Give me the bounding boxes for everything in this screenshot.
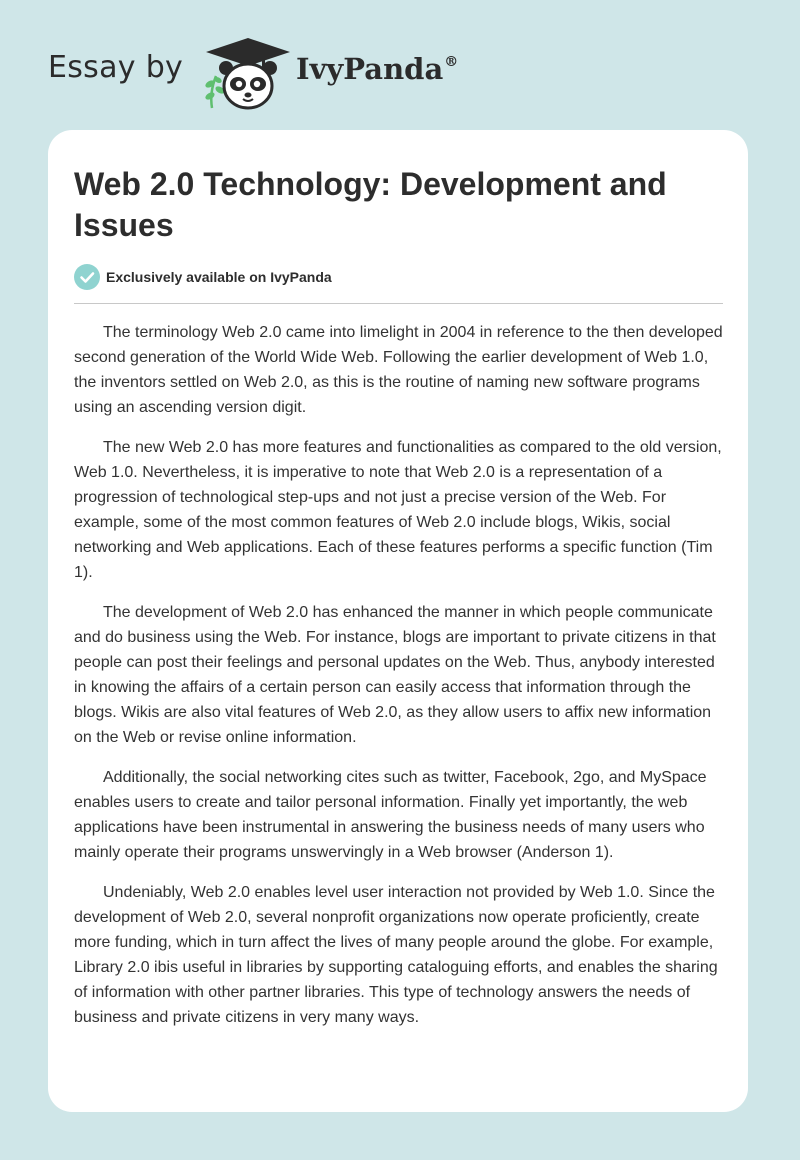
exclusive-badge-text: Exclusively available on IvyPanda (106, 269, 332, 285)
registered-mark: ® (444, 54, 459, 70)
essay-body (74, 320, 724, 1045)
exclusive-badge (74, 264, 332, 290)
title-divider (74, 303, 723, 304)
brand-name: IvyPanda® (296, 52, 459, 86)
panda-graduate-logo-icon (202, 36, 294, 112)
paragraph: Additionally, the social networking cites such as twitter, Facebook, 2go, and MySpace enables users to create and tailor personal information. Finally yet importantly, the web applications have been instrumental in answering the business needs of many users who mainly operate their programs unswervingly in a Web browser (Anderson 1). (74, 769, 707, 861)
paragraph: The new Web 2.0 has more features and functionalities as compared to the old version, Web 1.0. Nevertheless, it is imperative to note that Web 2.0 is a representation of a progression of technological step-ups and not just a precise version of the Web. For example, some of the most common features of Web 2.0 include blogs, Wikis, social networking and Web applications. Each of these features performs a specific function (Tim 1). (74, 439, 722, 581)
check-circle-icon (74, 264, 100, 290)
essay-title: Web 2.0 Technology: Development and Issues (74, 166, 667, 243)
paragraph: Undeniably, Web 2.0 enables level user interaction not provided by Web 1.0. Since the development of Web 2.0, several nonprofit organizations now operate proficiently, create more funding, which in turn affect the lives of many people around the globe. For example, Library 2.0 ibis useful in libraries by supporting cataloguing efforts, and enables the sharing of information with other partner libraries. This type of technology answers the needs of business and private citizens in very many ways. (74, 884, 718, 1026)
site-header-logo[interactable] (48, 34, 508, 110)
paragraph: The terminology Web 2.0 came into limelight in 2004 in reference to the then developed second generation of the World Wide Web. Following the earlier development of Web 1.0, the inventors settled on Web 2.0, as this is the routine of naming new software programs using an ascending version digit. (74, 324, 723, 416)
essay-card (48, 130, 748, 1112)
brand-prefix: Essay by (48, 50, 184, 85)
paragraph: The development of Web 2.0 has enhanced the manner in which people communicate and do business using the Web. For instance, blogs are important to private citizens in that people can post their feelings and personal updates on the Web. Thus, anybody interested in knowing the affairs of a certain person can easily access that information through the blogs. Wikis are also vital features of Web 2.0, as they allow users to affix new information on the Web or revise online information. (74, 604, 716, 746)
